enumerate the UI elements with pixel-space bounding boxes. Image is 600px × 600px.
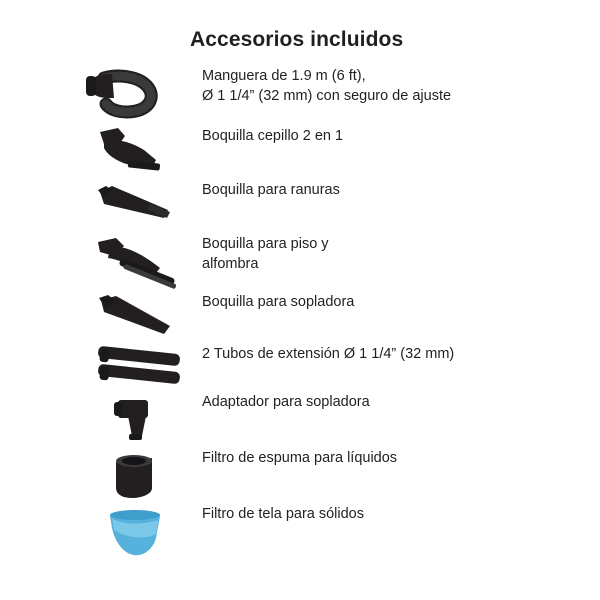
list-item-label — [190, 448, 600, 468]
foam-filter-icon — [0, 448, 190, 504]
label-line-1: Boquilla para sopladora — [202, 294, 355, 310]
list-item — [0, 504, 600, 562]
label-line-2: alfombra — [202, 256, 259, 272]
crevice-nozzle-icon — [0, 180, 190, 234]
list-item-label — [190, 392, 600, 412]
floor-carpet-nozzle-icon — [0, 234, 190, 292]
page-title: Accesorios incluidos — [190, 28, 404, 51]
list-item-label — [190, 292, 600, 312]
vacuum-hose-icon — [0, 66, 190, 126]
label-line-1: Boquilla para piso y — [202, 236, 329, 252]
list-item — [0, 392, 600, 448]
cloth-filter-icon — [0, 504, 190, 562]
accessories-list — [0, 66, 600, 562]
list-item — [0, 234, 600, 292]
list-item-label — [190, 344, 600, 364]
list-item-label — [190, 126, 600, 146]
extension-tubes-icon — [0, 344, 190, 392]
list-item-label — [190, 66, 600, 106]
label-line-2: Ø 1 1/4” (32 mm) con seguro de ajuste — [202, 88, 452, 104]
label-line-1: Filtro de tela para sólidos — [202, 506, 364, 522]
label-line-1: Filtro de espuma para líquidos — [202, 450, 398, 466]
list-item-label — [190, 234, 600, 274]
label-line-1: 2 Tubos de extensión Ø 1 1/4” (32 mm) — [202, 346, 455, 362]
list-item — [0, 448, 600, 504]
blower-nozzle-icon — [0, 292, 190, 344]
list-item — [0, 126, 600, 180]
list-item — [0, 66, 600, 126]
list-item — [0, 344, 600, 392]
list-item — [0, 292, 600, 344]
blower-adapter-icon — [0, 392, 190, 448]
label-line-1: Manguera de 1.9 m (6 ft), — [202, 68, 366, 84]
label-line-1: Boquilla para ranuras — [202, 182, 340, 198]
list-item — [0, 180, 600, 234]
list-item-label — [190, 180, 600, 200]
label-line-1: Boquilla cepillo 2 en 1 — [202, 128, 344, 144]
brush-nozzle-2in1-icon — [0, 126, 190, 180]
list-item-label — [190, 504, 600, 524]
label-line-1: Adaptador para sopladora — [202, 394, 370, 410]
